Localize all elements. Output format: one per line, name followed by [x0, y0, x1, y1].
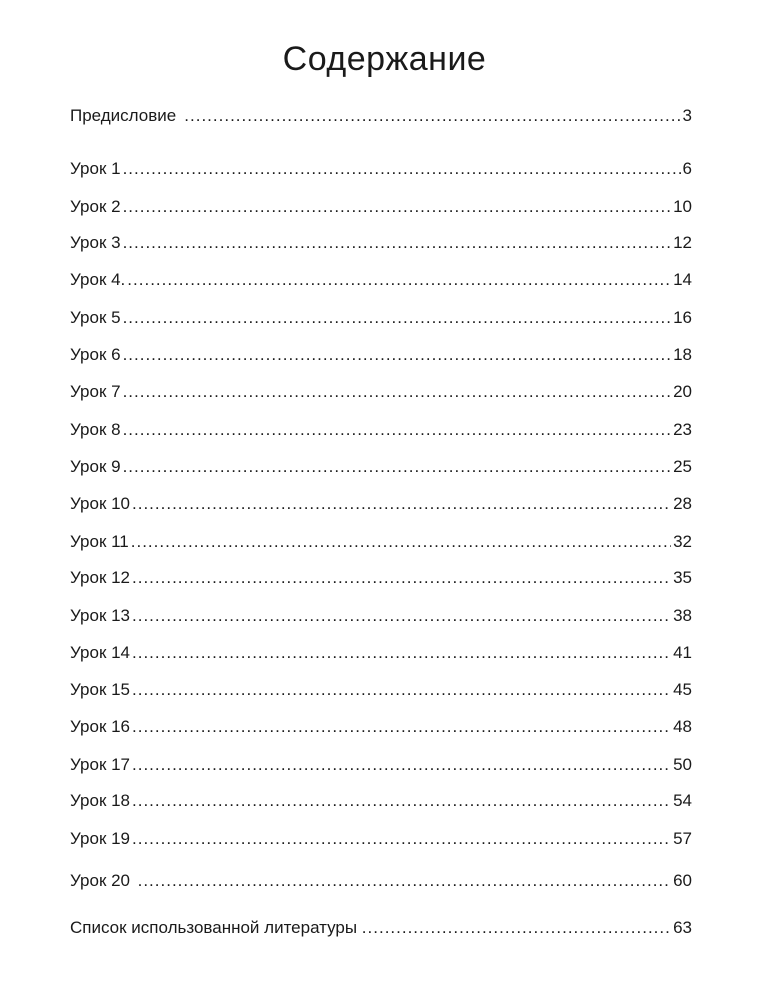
toc-entry-label: Список использованной литературы — [70, 918, 358, 937]
dot-leader — [123, 196, 672, 218]
toc-entry-bibliography — [70, 917, 692, 939]
toc-entry-label: Урок 13 — [70, 606, 131, 625]
toc-entry-page: 16 — [673, 308, 692, 327]
toc-entry — [70, 232, 692, 254]
dot-leader — [132, 828, 671, 850]
toc-entry-page: 14 — [673, 270, 692, 289]
toc-entry — [70, 531, 692, 553]
toc-entry-page: 48 — [673, 717, 692, 736]
dot-leader — [184, 105, 680, 127]
toc-entry-page: 54 — [673, 791, 692, 810]
toc-entry-page: 35 — [673, 568, 692, 587]
toc-entry-label: Предисловие — [70, 106, 177, 125]
toc-entry — [70, 870, 692, 892]
toc-entry — [70, 716, 692, 738]
toc-entry-page: 3 — [682, 106, 692, 125]
dot-leader — [132, 567, 671, 589]
dot-leader — [123, 232, 672, 254]
dot-leader — [132, 716, 671, 738]
toc-entry-page: 38 — [673, 606, 692, 625]
toc-entry-label: Урок 5 — [70, 308, 121, 327]
toc-entry — [70, 790, 692, 812]
toc-entry — [70, 419, 692, 441]
toc-entry-label: Урок 10 — [70, 494, 131, 513]
toc-entry-page: 10 — [673, 197, 692, 216]
toc-entry — [70, 344, 692, 366]
toc-entry-page: 41 — [673, 643, 692, 662]
toc-entry-label: Урок 15 — [70, 680, 131, 699]
toc-entry — [70, 828, 692, 850]
toc-entry — [70, 196, 692, 218]
toc-entry — [70, 456, 692, 478]
toc-entry — [70, 754, 692, 776]
dot-leader — [132, 790, 671, 812]
toc-entry-page: 20 — [673, 382, 692, 401]
dot-leader — [123, 419, 672, 441]
toc-entry — [70, 679, 692, 701]
dot-leader — [132, 754, 671, 776]
dot-leader — [132, 642, 671, 664]
toc-entry-label: Урок 9 — [70, 457, 121, 476]
dot-leader — [123, 381, 672, 403]
dot-leader — [131, 531, 671, 553]
toc-entry-label: Урок 1 — [70, 159, 121, 178]
dot-leader — [123, 456, 672, 478]
dot-leader — [132, 605, 671, 627]
toc-entry-preface — [70, 105, 692, 127]
toc-entry — [70, 605, 692, 627]
toc-entry-page: 23 — [673, 420, 692, 439]
toc-entry-label: Урок 3 — [70, 233, 121, 252]
toc-entry-label: Урок 4. — [70, 270, 126, 289]
dot-leader — [127, 269, 671, 291]
toc-entry — [70, 642, 692, 664]
toc-entry-page: 63 — [673, 918, 692, 937]
toc-entry-label: Урок 8 — [70, 420, 121, 439]
dot-leader — [138, 870, 671, 892]
dot-leader — [132, 493, 671, 515]
toc-entry-page: 45 — [673, 680, 692, 699]
toc-entry — [70, 493, 692, 515]
toc-entry — [70, 269, 692, 291]
toc-entry-label: Урок 2 — [70, 197, 121, 216]
toc-entry-page: 28 — [673, 494, 692, 513]
toc-entry-page: 32 — [673, 532, 692, 551]
dot-leader — [132, 679, 671, 701]
dot-leader — [362, 917, 670, 939]
dot-leader — [123, 158, 681, 180]
toc-entry-page: 18 — [673, 345, 692, 364]
toc-entry-page: 57 — [673, 829, 692, 848]
toc-entry-label: Урок 20 — [70, 871, 131, 890]
toc-entry-page: 60 — [673, 871, 692, 890]
toc-entry-label: Урок 14 — [70, 643, 131, 662]
toc-entry — [70, 567, 692, 589]
toc-entry-label: Урок 7 — [70, 382, 121, 401]
toc-entry-label: Урок 17 — [70, 755, 131, 774]
dot-leader — [123, 344, 672, 366]
toc-entry-label: Урок 12 — [70, 568, 131, 587]
page-title: Содержание — [282, 40, 487, 78]
toc-entry — [70, 307, 692, 329]
toc-entry — [70, 158, 692, 180]
toc-entry-page: 25 — [673, 457, 692, 476]
toc-entry-page: 50 — [673, 755, 692, 774]
toc-entry-label: Урок 19 — [70, 829, 131, 848]
toc-entry-label: Урок 16 — [70, 717, 131, 736]
toc-entry-label: Урок 18 — [70, 791, 131, 810]
toc-entry-page: 12 — [673, 233, 692, 252]
toc-entry-label: Урок 6 — [70, 345, 121, 364]
toc-entry — [70, 381, 692, 403]
dot-leader — [123, 307, 672, 329]
toc-entry-page: 6 — [682, 159, 692, 178]
toc-entry-label: Урок 11 — [70, 532, 129, 551]
